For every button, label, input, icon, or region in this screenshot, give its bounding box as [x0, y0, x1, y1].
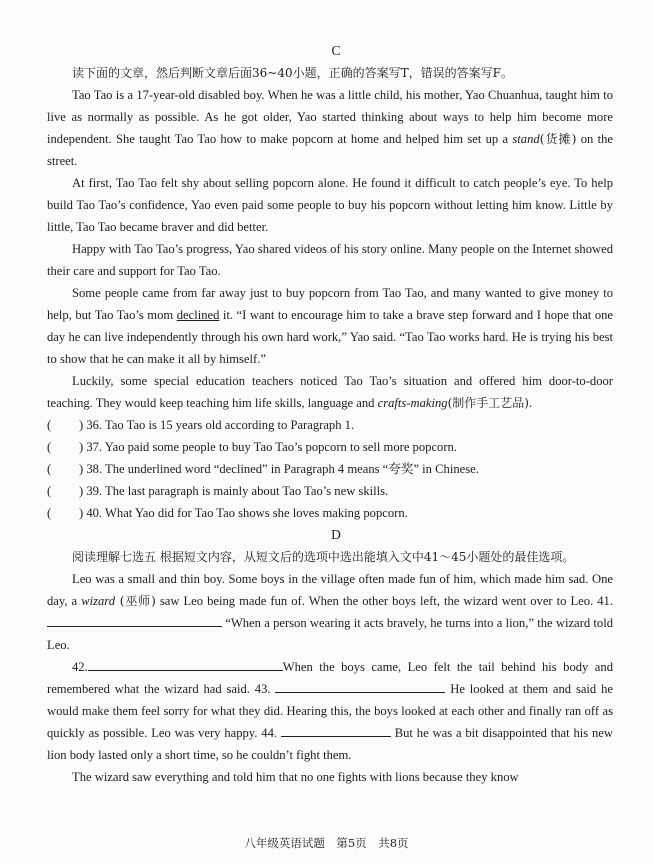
section-d-paragraph-3: The wizard saw everything and told him that no one fights with lions because they know	[72, 770, 519, 784]
section-d-paragraph-1: Leo was a small and thin boy. Some boys in the village often made fun of him, which made him sad. One day, a wizard (巫师) saw Leo being made fun of. When the other boys left, the wizard went over to Leo. 41. “When a person wearing it acts bravely, he turns into a lion,” the wizard told Leo.	[47, 572, 613, 652]
section-c-paragraph-1: Tao Tao is a 17-year-old disabled boy. When he was a little child, his mother, Yao Chuanhua, taught him to live as normally as possible. As he got older, Yao started thinking about ways to help him become more independent. She taught Tao Tao how to make popcorn at home and helped him set up a stand(货摊) on the street.	[47, 88, 613, 168]
blank-42[interactable]	[88, 656, 283, 671]
question-39[interactable]: ( ) 39. The last paragraph is mainly about Tao Tao’s new skills.	[47, 484, 389, 498]
blank-41[interactable]	[47, 612, 222, 627]
page-footer: 八年级英语试题 第5页 共8页	[244, 836, 409, 850]
underlined-word: declined	[176, 308, 220, 322]
question-list	[47, 414, 613, 524]
question-37[interactable]: ( ) 37. Yao paid some people to buy Tao Tao’s popcorn to sell more popcorn.	[47, 440, 457, 454]
section-c-paragraph-5: Luckily, some special education teachers noticed Tao Tao’s situation and offered him door-to-door teaching. They would keep teaching him life skills, language and crafts-making(制作手工艺品).	[47, 374, 613, 410]
section-d-instruction: 阅读理解七选五 根据短文内容，从短文后的选项中选出能填入文中41～45小题处的最佳选项。	[72, 550, 575, 564]
question-40[interactable]: ( ) 40. What Yao did for Tao Tao shows she loves making popcorn.	[47, 506, 408, 520]
blank-44[interactable]	[281, 722, 391, 737]
section-c-instruction: 读下面的文章，然后判断文章后面36~40小题，正确的答案写T，错误的答案写F。	[72, 66, 513, 80]
section-c-paragraph-4: Some people came from far away just to buy popcorn from Tao Tao, and many wanted to give money to help, but Tao Tao’s mom declined it. “I want to encourage him to take a brave step forward and I hope that one day he can live independently through his own hard work,” Yao said. “Tao Tao works hard. He is trying his best to show that he can make it all by himself.”	[47, 286, 613, 366]
section-d-paragraph-2: 42. When the boys came, Leo felt the tail behind his body and remembered what the wizard had said. 43. He looked at them and said he would make them feel sorry for what they did. Hearing this, the boys looked at each other and finally ran off as quickly as possible. Leo was very happy. 44. But he was a bit disappointed that his new lion body lasted only a short time, so he couldn’t fight them.	[47, 656, 613, 766]
question-38[interactable]: ( ) 38. The underlined word “declined” in Paragraph 4 means “夸奖” in Chinese.	[47, 462, 479, 476]
section-c-heading: C	[331, 43, 341, 58]
section-c-paragraph-3: Happy with Tao Tao’s progress, Yao shared videos of his story online. Many people on the Internet showed their care and support for Tao Tao.	[47, 242, 613, 278]
section-c-paragraph-2: At first, Tao Tao felt shy about selling popcorn alone. He found it difficult to catch people’s eye. To help build Tao Tao’s confidence, Yao even paid some people to buy his popcorn without letting him know. Little by little, Tao Tao became braver and did better.	[47, 176, 613, 234]
question-36[interactable]: ( ) 36. Tao Tao is 15 years old according to Paragraph 1.	[47, 418, 355, 432]
section-d-heading: D	[331, 527, 341, 542]
blank-43[interactable]	[275, 678, 445, 693]
